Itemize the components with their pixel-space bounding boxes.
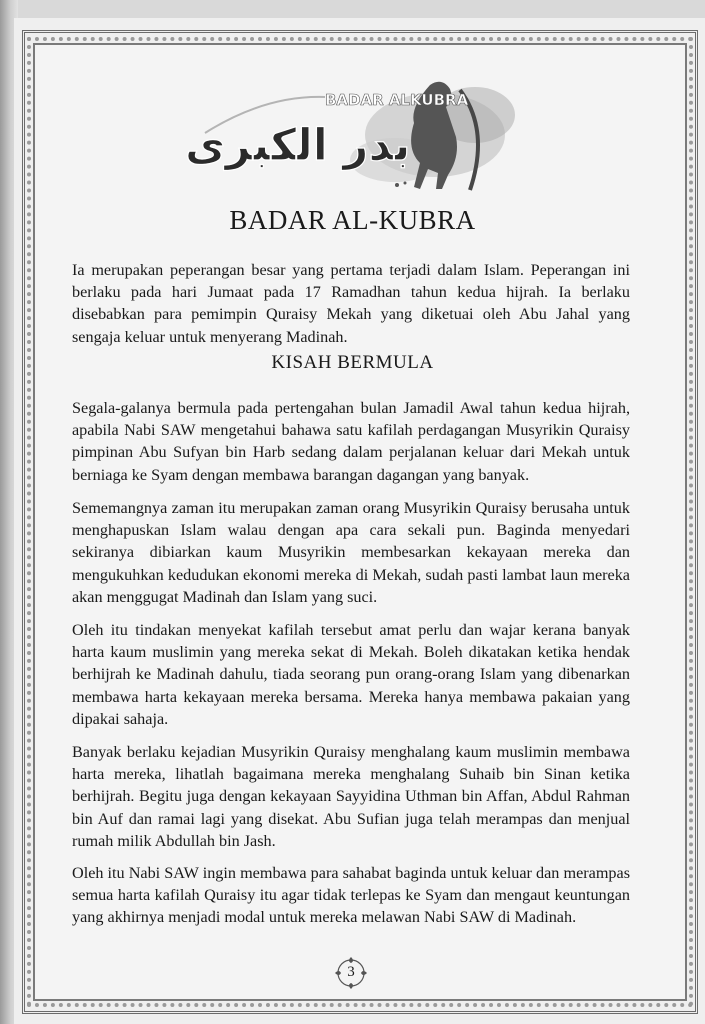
logo-latin-text: BADAR ALKUBRA [325, 91, 469, 109]
page-title: BADAR AL-KUBRA [229, 205, 476, 235]
paragraph-3: Oleh itu tindakan menyekat kafilah tersebut amat perlu dan wajar kerana banyak harta kaum muslimin yang mereka sekat di Mekah. Boleh dikatakan ketika hendak berhijrah ke Madinah dahulu, tiada seorang pun orang-orang Islam yang dibenarkan membawa harta kekayaan mereka bersama. Mereka hanya membawa pakaian yang dipakai sahaja. [72, 621, 630, 728]
logo-arabic-text: بدر الكبرى [185, 120, 411, 171]
paragraph-2: Sememangnya zaman itu merupakan zaman orang Musyrikin Quraisy berusaha untuk menghapuskan Islam walau dengan apa cara sekali pun. Baginda menyedari sekiranya dibiarkan kaum Musyrikin membesarkan kekayaan mereka dan mengukuhkan kedudukan ekonomi mereka di Mekah, sudah pasti lambat laun mereka akan menggugat Madinah dan Islam yang suci. [72, 499, 630, 606]
page-number: 3 [347, 964, 355, 980]
paragraph-1: Segala-galanya bermula pada pertengahan bulan Jamadil Awal tahun kedua hijrah, apabila Nabi SAW mengetahui bahawa satu kafilah perdagangan Musyrikin Quraisy pimpinan Abu Sufyan bin Harb sedang dalam perjalanan keluar dari Mekah untuk berniaga ke Syam dengan membawa barangan dagangan yang banyak. [72, 399, 630, 484]
page-number-ornament [333, 955, 369, 991]
section-heading: KISAH BERMULA [271, 352, 434, 373]
intro-paragraph: Ia merupakan peperangan besar yang pertama terjadi dalam Islam. Peperangan ini berlaku pada hari Jumaat pada 17 Ramadhan tahun kedua hijrah. Ia berlaku disebabkan para pemimpin Quraisy Mekah yang diketuai oleh Abu Jahal yang sengaja keluar untuk menyerang Madinah. [72, 261, 630, 346]
paragraph-5: Oleh itu Nabi SAW ingin membawa para sahabat baginda untuk keluar dan merampas semua harta kafilah Quraisy itu agar tidak terlepas ke Syam dan mengaut keuntungan yang akhirnya menjadi modal untuk mereka melawan Nabi SAW di Madinah. [72, 864, 630, 927]
badar-logo [175, 65, 535, 195]
paragraph-4: Banyak berlaku kejadian Musyrikin Quraisy menghalang kaum muslimin membawa harta mereka, lihatlah bagaimana mereka menghalang Suhaib bin Sinan ketika berhijrah. Begitu juga dengan kekayaan Sayyidina Uthman bin Affan, Abdul Rahman bin Auf dan ramai lagi yang disekat. Abu Sufian juga telah merampas dan menjual rumah milik Abdullah bin Jash. [72, 743, 630, 850]
